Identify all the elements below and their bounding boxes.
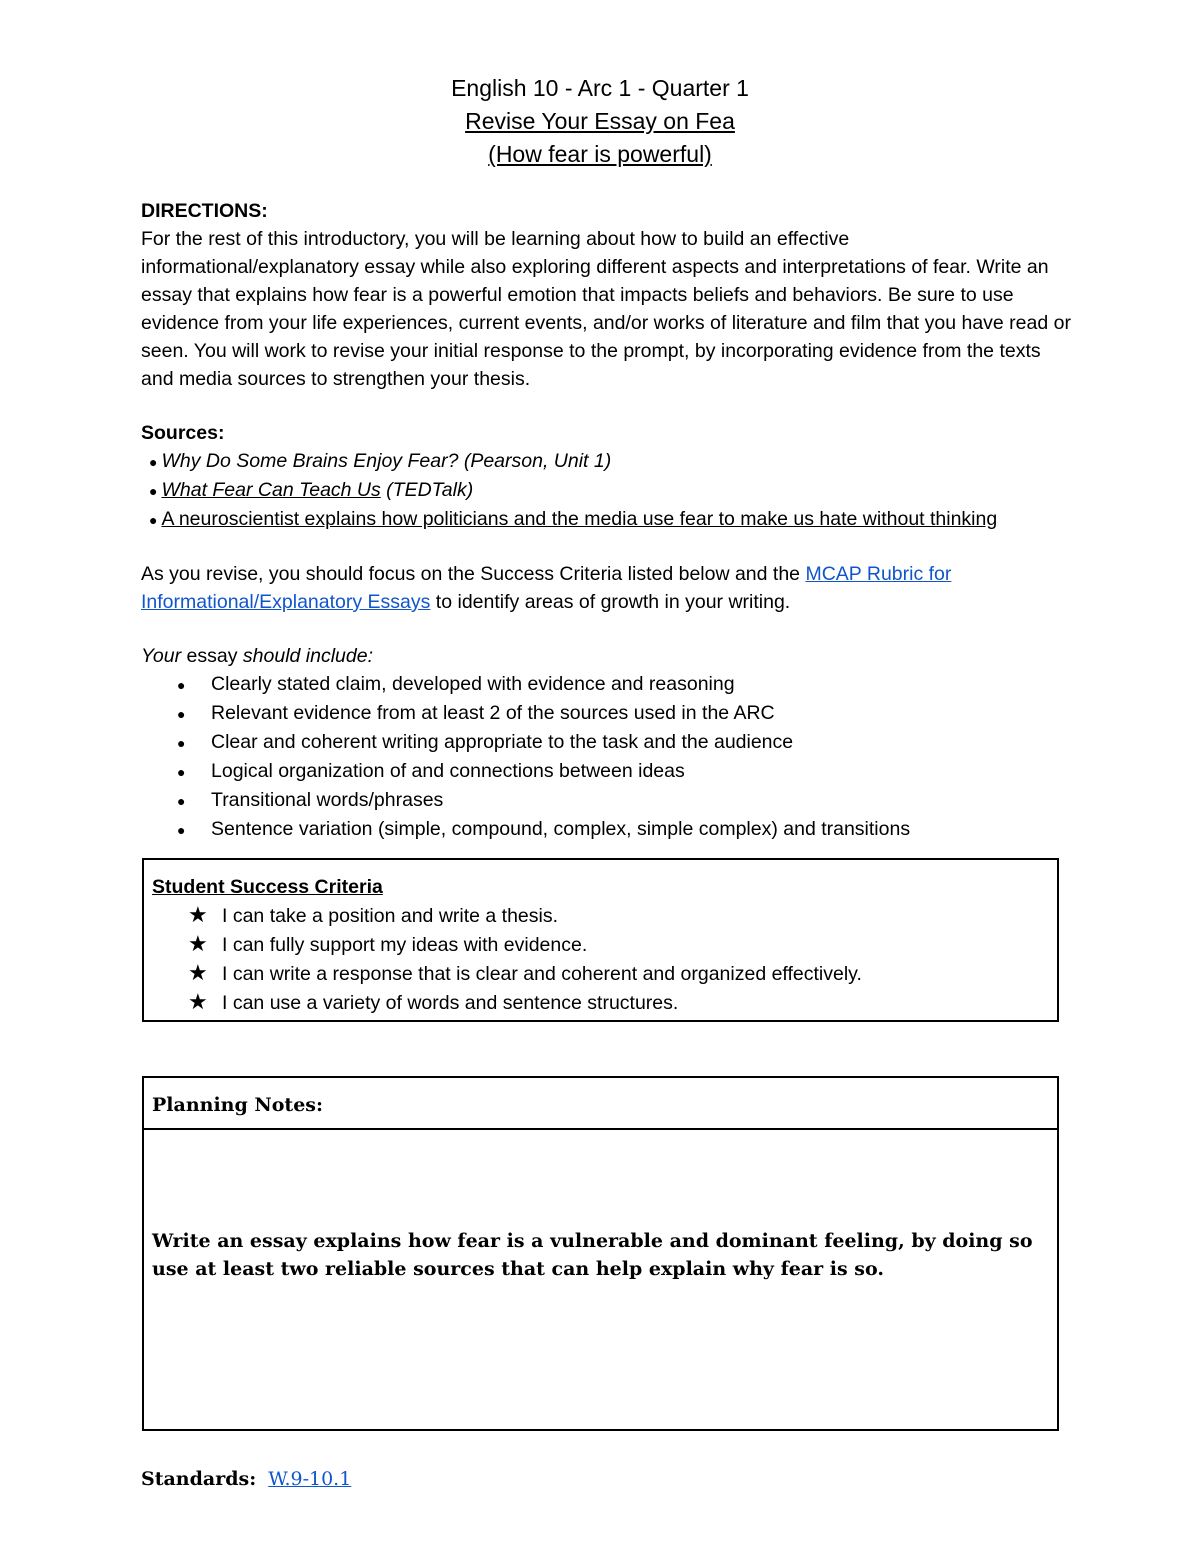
include-item: Clear and coherent writing appropriate to the task and the audience xyxy=(211,731,794,753)
criteria-heading: Student Success Criteria xyxy=(152,876,383,898)
source-note: (TEDTalk) xyxy=(380,479,474,501)
include-item: Relevant evidence from at least 2 of the sources used in the ARC xyxy=(211,702,775,724)
include-heading xyxy=(141,642,1071,670)
document-header xyxy=(0,72,1200,171)
bullet-icon: ● xyxy=(177,706,186,722)
bullet-icon: ● xyxy=(177,677,186,693)
list-item xyxy=(149,447,1071,476)
include-heading-part1: Your xyxy=(141,645,182,667)
revise-paragraph xyxy=(141,560,1071,616)
list-item xyxy=(188,930,1049,959)
include-item: Logical organization of and connections between ideas xyxy=(211,760,685,782)
list-item xyxy=(177,699,1071,728)
include-item: Clearly stated claim, developed with evidence and reasoning xyxy=(211,673,735,695)
source-link[interactable]: A neuroscientist explains how politicians and the media use fear to make us hate without thinking xyxy=(161,508,998,530)
list-item xyxy=(177,815,1071,844)
planning-notes-text: Write an essay explains how fear is a vulnerable and dominant feeling, by doing so use at least two reliable sources that can help explain why fear is so. xyxy=(152,1230,1033,1280)
planning-notes-body[interactable] xyxy=(142,1128,1059,1431)
source-link[interactable]: What Fear Can Teach Us xyxy=(161,479,381,501)
list-item xyxy=(188,988,1049,1017)
sources-heading: Sources: xyxy=(141,422,225,444)
revise-text-after: to identify areas of growth in your writing. xyxy=(430,591,791,613)
revise-text-before: As you revise, you should focus on the Success Criteria listed below and the xyxy=(141,563,806,585)
directions-text: For the rest of this introductory, you will be learning about how to build an effective informational/explanatory essay while also exploring different aspects and interpretations of fear. Write an essay that explains how fear is a powerful emotion that impacts beliefs and behaviors. Be sure to use evidence from your life experiences, current events, and/or works of literature and film that you have read or seen. You will work to revise your initial response to the prompt, by incorporating evidence from the texts and media sources to strengthen your thesis. xyxy=(141,228,1071,390)
criteria-item: I can fully support my ideas with evidence. xyxy=(222,934,588,956)
star-icon: ★ xyxy=(188,960,208,985)
course-title: English 10 - Arc 1 - Quarter 1 xyxy=(451,75,749,101)
mcap-rubric-link[interactable]: MCAP Rubric for Informational/Explanatory Essays xyxy=(141,563,952,613)
bullet-icon: ● xyxy=(149,512,158,528)
planning-notes-heading: Planning Notes: xyxy=(152,1094,323,1116)
star-icon: ★ xyxy=(188,902,208,927)
bullet-icon: ● xyxy=(177,793,186,809)
bullet-icon: ● xyxy=(177,822,186,838)
include-heading-part2: essay xyxy=(181,645,243,667)
assignment-subtitle: (How fear is powerful) xyxy=(488,141,712,167)
sources-list xyxy=(141,447,1071,534)
list-item xyxy=(149,476,1071,505)
criteria-item: I can write a response that is clear and coherent and organized effectively. xyxy=(222,963,862,985)
success-criteria-box xyxy=(142,858,1059,1022)
include-item: Sentence variation (simple, compound, complex, simple complex) and transitions xyxy=(211,818,911,840)
criteria-item: I can take a position and write a thesis. xyxy=(222,905,559,927)
include-list xyxy=(141,670,1071,844)
standards-line xyxy=(141,1468,351,1490)
assignment-title: Revise Your Essay on Fea xyxy=(465,108,735,134)
bullet-icon: ● xyxy=(149,483,158,499)
standards-link[interactable]: W.9-10.1 xyxy=(268,1468,352,1490)
list-item xyxy=(188,901,1049,930)
include-heading-part3: should include: xyxy=(242,645,373,667)
bullet-icon: ● xyxy=(177,735,186,751)
list-item xyxy=(177,786,1071,815)
standards-label: Standards: xyxy=(141,1468,257,1490)
directions-heading: DIRECTIONS: xyxy=(141,200,268,222)
list-item xyxy=(177,670,1071,699)
list-item xyxy=(177,728,1071,757)
criteria-item: I can use a variety of words and sentence structures. xyxy=(222,992,679,1014)
star-icon: ★ xyxy=(188,931,208,956)
list-item xyxy=(188,959,1049,988)
star-icon: ★ xyxy=(188,989,208,1014)
list-item xyxy=(177,757,1071,786)
source-title: Why Do Some Brains Enjoy Fear? (Pearson, Unit 1) xyxy=(161,450,612,472)
list-item xyxy=(149,505,1071,534)
bullet-icon: ● xyxy=(149,454,158,470)
planning-notes-header xyxy=(142,1076,1059,1130)
include-item: Transitional words/phrases xyxy=(211,789,444,811)
bullet-icon: ● xyxy=(177,764,186,780)
criteria-list xyxy=(152,901,1049,1017)
main-content xyxy=(141,197,1071,844)
